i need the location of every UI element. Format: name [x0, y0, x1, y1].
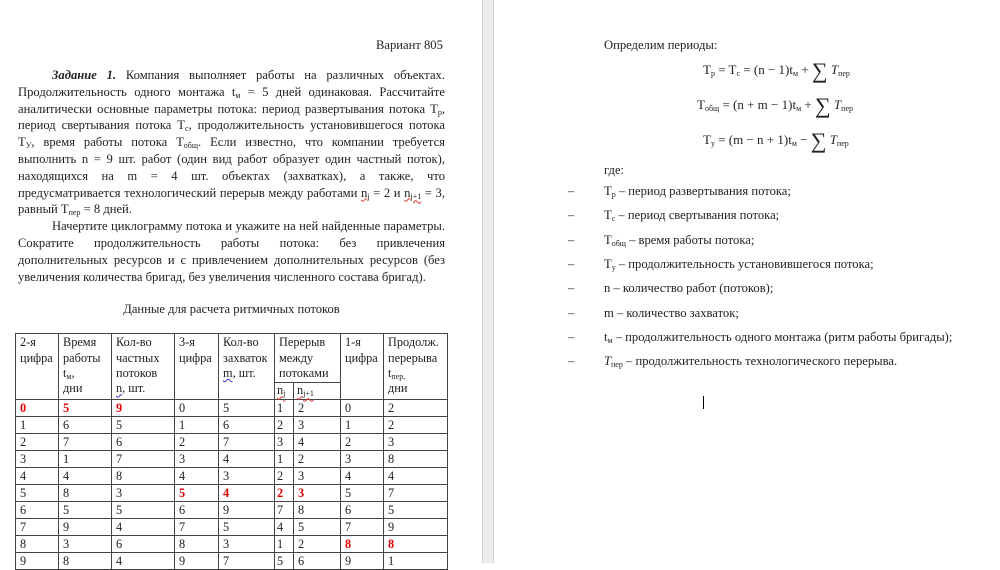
table-cell: 8: [384, 450, 448, 467]
table-cell: 4: [384, 467, 448, 484]
table-cell: 3: [219, 467, 275, 484]
text-cursor: [703, 396, 704, 409]
table-cell: 3: [294, 416, 341, 433]
table-row: [16, 416, 448, 433]
table-cell: 9: [175, 552, 219, 569]
text: = 3, равный T: [18, 185, 445, 217]
header-cell: [112, 334, 175, 399]
header-cell: [275, 383, 294, 399]
header-text: дни: [63, 381, 83, 396]
table-cell: 6: [112, 535, 175, 552]
definition-text: – продолжительность одного монтажа (ритм работы бригады);: [612, 329, 953, 344]
definition-text: – продолжительность технологического перерыва.: [622, 354, 898, 369]
definition-item: [568, 232, 755, 248]
sub: м: [235, 90, 241, 100]
table-cell: 4: [294, 433, 341, 450]
sub: м: [796, 104, 802, 113]
definition-text: – период свертывания потока;: [615, 208, 780, 223]
table-cell: 4: [112, 518, 175, 535]
table-cell: 3: [275, 433, 294, 450]
sub: м: [793, 69, 799, 78]
table-cell: 5: [384, 501, 448, 518]
header-cell: [219, 334, 275, 399]
f: = (n − 1)t: [740, 62, 793, 77]
table-cell: 2: [294, 535, 341, 552]
header-cell: [275, 334, 341, 383]
table-cell: 2: [294, 450, 341, 467]
table-cell: 3: [219, 535, 275, 552]
table-cell: 7: [219, 433, 275, 450]
table-cell: 5: [275, 552, 294, 569]
table-cell: 0: [175, 399, 219, 416]
table-cell: 4: [219, 484, 275, 501]
formula-tobsh: [697, 95, 853, 119]
table-cell: 1: [175, 416, 219, 433]
sub: общ: [704, 104, 720, 113]
f: T: [830, 62, 839, 77]
table-cell: 4: [16, 467, 59, 484]
table-cell: 6: [112, 433, 175, 450]
where-label: где:: [604, 163, 625, 177]
bullet-dash: –: [568, 232, 575, 247]
table-cell: 8: [59, 552, 112, 569]
table-cell: 5: [59, 501, 112, 518]
definition-item: [568, 256, 874, 272]
table-cell: 2: [16, 433, 59, 450]
text: , время работы потока T: [31, 135, 184, 150]
f: T: [833, 97, 842, 112]
table-cell: 7: [16, 518, 59, 535]
bullet-dash: –: [568, 281, 575, 296]
text: = 5 дней одинаковая. Рассчитайте аналитически основные параметры потока: период развертывания потока T: [18, 84, 445, 116]
table-cell: 4: [275, 518, 294, 535]
definition-text: – период развертывания потока;: [615, 184, 791, 198]
sigma-icon: ∑: [811, 58, 828, 83]
header-text: Перерыв между потоками: [279, 335, 329, 380]
definition-item: [568, 329, 953, 345]
sub: c: [611, 214, 616, 224]
text: n: [361, 185, 368, 200]
sub: y: [611, 262, 616, 272]
header-cell: [175, 334, 219, 399]
text: Компания выполняет работы на различных объектах. Продолжительность одного монтажа t: [18, 68, 445, 99]
table-header-row: [16, 334, 448, 383]
instruction-paragraph: Начертите циклограмму потока и укажите на ней найденные параметры. Сократите продолжительность работы потока: без привлечения дополнительных ресурсов и с привлечением дополнительных ресурсов (без увеличения количества бригад, без увеличения численного состава бригад).: [18, 219, 445, 284]
formula-ty: [703, 130, 849, 154]
text: = 8 дней.: [80, 202, 132, 217]
table-cell: 6: [294, 552, 341, 569]
table-cell: 8: [294, 501, 341, 518]
header-text: , шт.: [232, 365, 256, 380]
definition-text: – продолжительность установившегося потока;: [615, 256, 874, 271]
sub: общ: [611, 238, 626, 248]
data-table: [15, 333, 448, 569]
table-cell: 1: [275, 535, 294, 552]
table-cell: 4: [175, 467, 219, 484]
table-cell: 7: [275, 501, 294, 518]
header-text: Кол-во частных потоков: [116, 335, 160, 380]
left-page: [0, 0, 482, 568]
table-cell: 5: [341, 484, 384, 501]
table-cell: 2: [384, 416, 448, 433]
definition-item: [568, 183, 791, 199]
bullet-dash: –: [568, 354, 575, 369]
table-row: [16, 399, 448, 416]
bullet-dash: –: [568, 184, 575, 198]
table-cell: 8: [59, 484, 112, 501]
table-cell: 8: [112, 467, 175, 484]
sub: p: [611, 190, 616, 199]
definition-symbol: T: [604, 256, 612, 271]
header-text: Продолж. перерыва: [388, 335, 439, 365]
table-row: [16, 518, 448, 535]
table-cell: 6: [16, 501, 59, 518]
sub: общ: [183, 141, 199, 151]
table-row: [16, 467, 448, 484]
table-cell: 0: [16, 399, 59, 416]
table-cell: 7: [219, 552, 275, 569]
table-cell: 7: [112, 450, 175, 467]
formula-tp: [703, 60, 850, 84]
f: T: [703, 132, 711, 147]
header-text: n: [116, 381, 123, 396]
f: T: [697, 97, 705, 112]
sub: c: [185, 124, 189, 134]
sub: y: [710, 139, 715, 148]
definition-item: [568, 305, 739, 321]
definition-text: – количество захваток;: [613, 305, 739, 320]
table-cell: 4: [112, 552, 175, 569]
table-cell: 4: [341, 467, 384, 484]
sub: j+1: [410, 191, 422, 201]
intro-text: Определим периоды:: [604, 38, 718, 52]
table-row: [16, 535, 448, 552]
sub: j: [367, 191, 370, 201]
definition-symbol: n: [604, 281, 611, 296]
definition-symbol: T: [604, 354, 612, 369]
definition-item: [568, 280, 774, 296]
sub: пер: [836, 139, 849, 148]
table-cell: 7: [59, 433, 112, 450]
table-row: [16, 484, 448, 501]
definition-text: – время работы потока;: [625, 232, 755, 247]
task-paragraph: [18, 67, 445, 218]
header-cell: [341, 334, 384, 399]
table-cell: 5: [294, 518, 341, 535]
table-cell: 5: [112, 501, 175, 518]
text: = 2 и: [369, 185, 405, 200]
header-cell: [16, 334, 59, 399]
definition-symbol: m: [604, 305, 614, 320]
text: , период свертывания потока T: [18, 101, 445, 133]
header-text: , шт.: [122, 381, 146, 396]
left-content: [18, 67, 445, 570]
table-cell: 3: [341, 450, 384, 467]
table-row: [16, 501, 448, 518]
f: +: [798, 62, 812, 77]
table-row: [16, 433, 448, 450]
sub: p: [710, 69, 715, 78]
text: . Если известно, что компании требуется выполнить n = 9 шт. работ (один вид работ образует один частный поток), находящихся на m = 4 шт. объектах (захватках), а также, что предусматривается технологический перерыв между работами: [18, 135, 445, 200]
definition-symbol: T: [604, 208, 612, 223]
table-cell: 1: [59, 450, 112, 467]
table-cell: 1: [384, 552, 448, 569]
table-cell: 1: [16, 416, 59, 433]
table-cell: 3: [175, 450, 219, 467]
header-cell: [384, 334, 448, 399]
table-cell: 6: [175, 501, 219, 518]
table-cell: 4: [219, 450, 275, 467]
table-cell: 8: [175, 535, 219, 552]
sub: м: [791, 139, 797, 148]
table-cell: 7: [175, 518, 219, 535]
sub: м: [607, 335, 613, 345]
table-cell: 8: [384, 535, 448, 552]
header-cell: [59, 334, 112, 399]
table-cell: 2: [294, 399, 341, 416]
sub: пер: [611, 360, 623, 370]
header-text: дни: [388, 381, 408, 396]
table-cell: 9: [384, 518, 448, 535]
table-cell: 2: [384, 399, 448, 416]
sub: c: [736, 69, 741, 78]
header-text: 1-я цифра: [345, 335, 378, 365]
table-cell: 8: [16, 535, 59, 552]
header-text: n: [277, 383, 284, 398]
header-text: n: [297, 383, 304, 398]
table-cell: 9: [16, 552, 59, 569]
sigma-icon: ∑: [814, 93, 831, 118]
table-cell: 7: [384, 484, 448, 501]
definition-item: [568, 207, 780, 224]
table-row: [16, 450, 448, 467]
header-text: t: [388, 365, 392, 380]
sub: м: [66, 371, 72, 381]
task-label: Задание 1.: [52, 68, 117, 82]
definition-text: – количество работ (потоков);: [610, 281, 774, 296]
table-cell: 5: [112, 416, 175, 433]
table-cell: 1: [275, 399, 294, 416]
table-cell: 2: [275, 484, 294, 501]
bullet-dash: –: [568, 305, 575, 320]
table-cell: 6: [219, 416, 275, 433]
table-cell: 5: [219, 518, 275, 535]
table-cell: 0: [341, 399, 384, 416]
sub: j+1: [303, 389, 314, 399]
f: = T: [714, 62, 737, 77]
definition-symbol: T: [604, 232, 612, 247]
table-cell: 2: [275, 416, 294, 433]
table-title: Данные для расчета ритмичных потоков: [123, 302, 340, 317]
table-cell: 3: [16, 450, 59, 467]
sub: пер: [68, 208, 81, 218]
f: +: [801, 97, 815, 112]
variant-label: Вариант 805: [376, 38, 443, 52]
table-cell: 5: [16, 484, 59, 501]
definition-symbol: T: [604, 184, 612, 198]
table-cell: 3: [384, 433, 448, 450]
f: T: [829, 132, 837, 147]
header-text: ,: [71, 365, 75, 380]
header-text: Кол-во захваток: [223, 335, 268, 365]
header-text: m: [223, 365, 233, 380]
table-cell: 3: [294, 467, 341, 484]
table-cell: 2: [175, 433, 219, 450]
sub: пер: [838, 69, 850, 78]
sub: пер,: [391, 371, 406, 381]
table-cell: 5: [59, 399, 112, 416]
text: , продолжительность установившегося потока T: [18, 118, 445, 150]
table-cell: 3: [59, 535, 112, 552]
table-cell: 5: [175, 484, 219, 501]
text: n: [404, 185, 411, 200]
table-cell: 9: [341, 552, 384, 569]
table-cell: 8: [341, 535, 384, 552]
table-cell: 9: [219, 501, 275, 518]
header-text: 3-я цифра: [179, 335, 212, 365]
table-row: [16, 552, 448, 569]
table-cell: 5: [219, 399, 275, 416]
table-cell: 3: [294, 484, 341, 501]
bullet-dash: –: [568, 208, 575, 223]
f: −: [796, 132, 811, 147]
f: T: [703, 62, 711, 77]
table-cell: 4: [59, 467, 112, 484]
table-cell: 7: [341, 518, 384, 535]
table-cell: 6: [59, 416, 112, 433]
table-cell: 1: [341, 416, 384, 433]
definition-item: [568, 353, 898, 370]
definition-symbol: t: [604, 329, 608, 344]
header-text: t: [63, 365, 67, 380]
f: = (n + m − 1)t: [719, 97, 797, 112]
table-cell: 3: [112, 484, 175, 501]
table-cell: 9: [112, 399, 175, 416]
sub: p: [437, 107, 442, 117]
table-cell: 9: [59, 518, 112, 535]
sigma-icon: ∑: [810, 128, 827, 153]
header-text: Время работы: [63, 335, 101, 365]
table-cell: 1: [275, 450, 294, 467]
bullet-dash: –: [568, 329, 575, 344]
header-cell: [294, 383, 341, 399]
table-cell: 6: [341, 501, 384, 518]
header-text: 2-я цифра: [20, 335, 53, 365]
page-separator: [482, 0, 494, 563]
sub: j: [283, 389, 286, 399]
bullet-dash: –: [568, 256, 575, 271]
table-cell: 2: [275, 467, 294, 484]
sub: пер: [841, 104, 853, 113]
f: = (m − n + 1)t: [714, 132, 792, 147]
sub: У: [25, 141, 32, 151]
table-cell: 2: [341, 433, 384, 450]
